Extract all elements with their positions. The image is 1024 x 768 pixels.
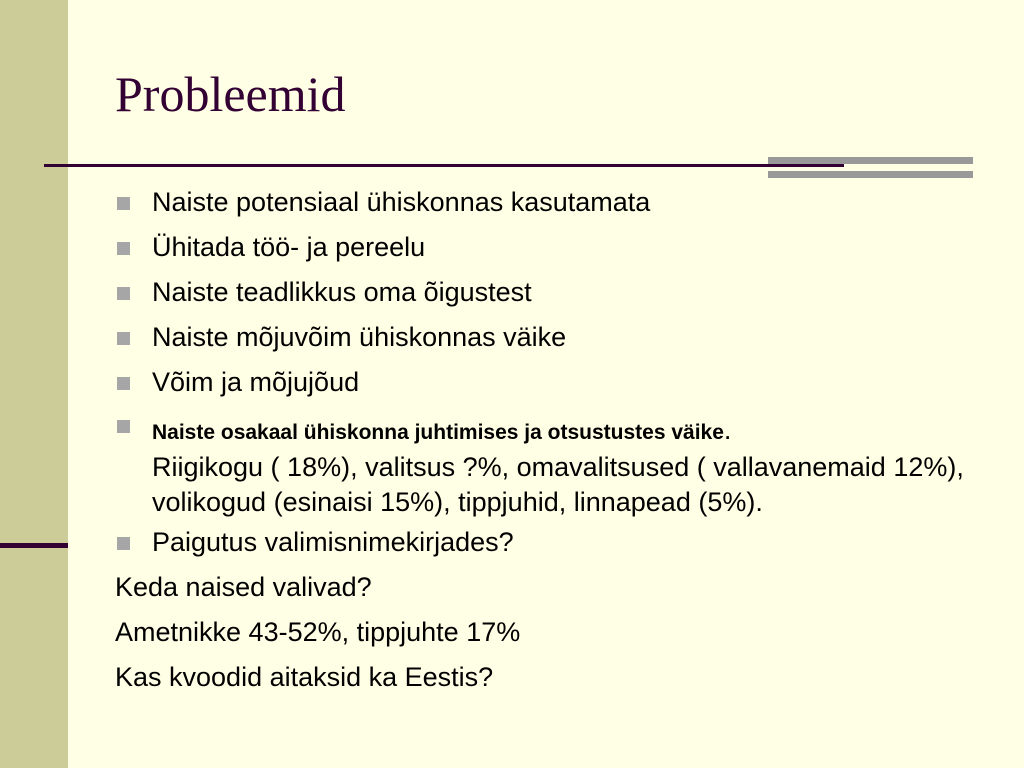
left-decorative-band	[0, 0, 68, 768]
slide-body	[115, 180, 995, 700]
bullet-text: Paigutus valimisnimekirjades?	[152, 527, 514, 557]
square-bullet-icon	[117, 377, 130, 390]
bullet-item	[115, 315, 995, 360]
square-bullet-icon	[117, 332, 130, 345]
bullet-item	[115, 360, 995, 405]
bullet-text: Võim ja mõjujõud	[152, 367, 360, 397]
bullet-bold-lead: Naiste osakaal ühiskonna juhtimises ja otsustustes väike	[152, 421, 724, 444]
bullet-text: Naiste potensiaal ühiskonnas kasutamata	[152, 187, 651, 217]
left-band-divider	[0, 543, 68, 548]
bullet-item	[115, 180, 995, 225]
slide-title: Probleemid	[115, 66, 346, 122]
plain-line: Ametnikke 43-52%, tippjuhte 17%	[115, 617, 521, 647]
bullet-text: Ühitada töö- ja pereelu	[152, 232, 426, 262]
bullet-item	[115, 520, 995, 565]
square-bullet-icon	[117, 287, 130, 300]
plain-line: Keda naised valivad?	[115, 572, 372, 602]
bullet-text: Naiste mõjuvõim ühiskonnas väike	[152, 322, 567, 352]
bullet-text: Naiste teadlikkus oma õigustest	[152, 277, 532, 307]
square-bullet-icon	[117, 420, 130, 433]
bullet-period: .	[723, 415, 732, 445]
plain-line: Kas kvoodid aitaksid ka Eestis?	[115, 662, 494, 692]
title-divider-accent-top	[768, 157, 973, 164]
bullet-item-representation	[115, 405, 995, 520]
bullet-text-detail: Riigikogu ( 18%), valitsus ?%, omavalitsused ( vallavanemaid 12%), volikogud (esinaisi 15%), tippjuhid, linnapead (5%).	[152, 452, 964, 517]
bullet-item	[115, 270, 995, 315]
square-bullet-icon	[117, 537, 130, 550]
square-bullet-icon	[117, 242, 130, 255]
title-divider-accent-bottom	[768, 171, 973, 178]
title-divider	[44, 164, 844, 167]
square-bullet-icon	[117, 197, 130, 210]
bullet-item	[115, 225, 995, 270]
